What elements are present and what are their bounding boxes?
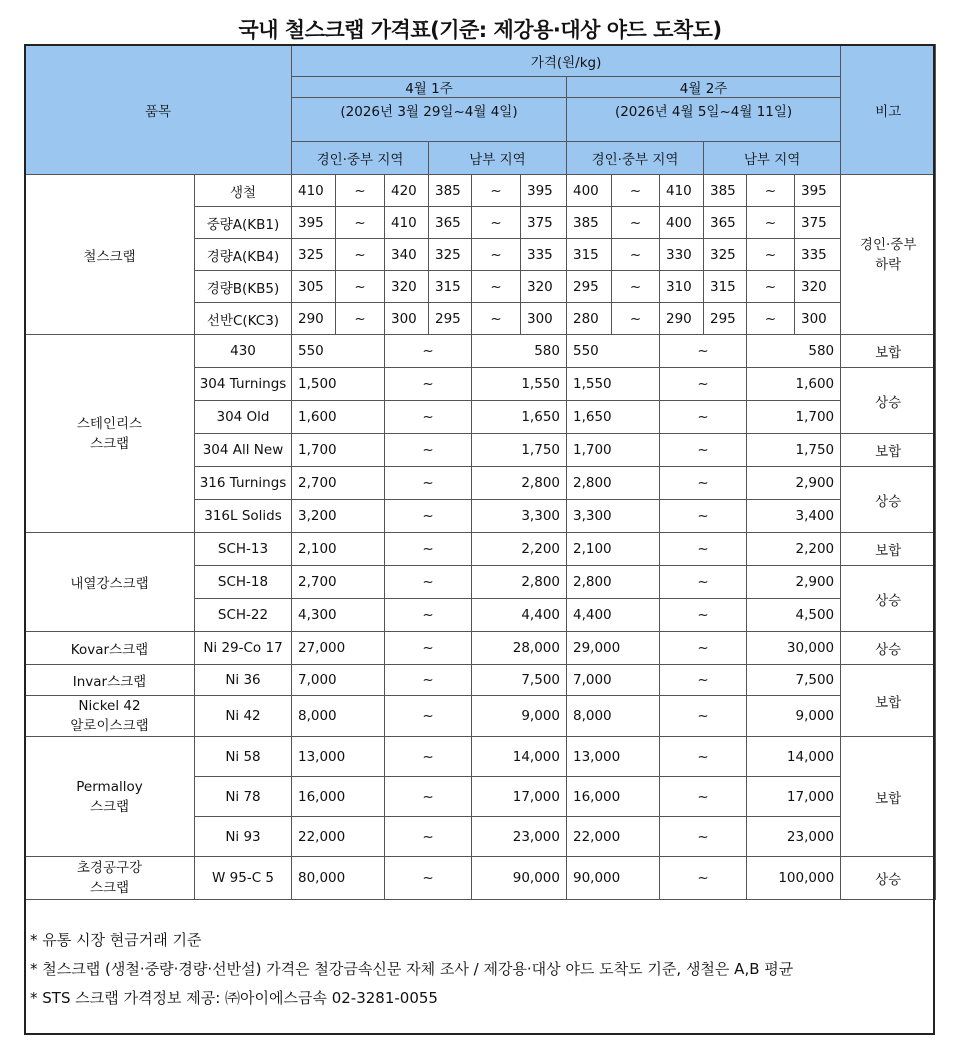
note-cell: 보합 [841,665,936,737]
price-max: 580 [472,335,567,368]
header-region-a-week1: 경인·중부 지역 [292,142,429,175]
price-max: 300 [521,303,567,335]
tilde-cell: ~ [660,533,747,566]
grade-cell: 생철 [195,175,292,207]
header-week2-range: (2026년 4월 5일~4월 11일) [567,98,841,142]
tilde-cell: ~ [660,737,747,777]
price-max: 395 [795,175,841,207]
category-cell: Permalloy 스크랩 [25,737,195,857]
grade-cell: 316L Solids [195,500,292,533]
price-max: 310 [660,271,704,303]
tilde-cell: ~ [660,401,747,434]
price-min: 8,000 [567,696,660,737]
price-max: 14,000 [472,737,567,777]
price-min: 13,000 [567,737,660,777]
price-max: 580 [747,335,841,368]
price-max: 320 [521,271,567,303]
tilde-cell: ~ [660,500,747,533]
price-min: 365 [704,207,747,239]
grade-cell: SCH-18 [195,566,292,599]
tilde-cell: ~ [747,271,795,303]
price-min: 8,000 [292,696,385,737]
price-min: 385 [567,207,612,239]
price-max: 290 [660,303,704,335]
tilde-cell: ~ [336,303,385,335]
tilde-cell: ~ [336,239,385,271]
price-min: 2,800 [567,566,660,599]
grade-cell: SCH-13 [195,533,292,566]
price-min: 16,000 [292,777,385,817]
price-max: 300 [795,303,841,335]
price-min: 3,300 [567,500,660,533]
price-min: 315 [567,239,612,271]
price-max: 9,000 [747,696,841,737]
tilde-cell: ~ [660,817,747,857]
price-min: 325 [704,239,747,271]
price-max: 1,550 [472,368,567,401]
price-min: 90,000 [567,857,660,900]
category-cell: 초경공구강 스크랩 [25,857,195,900]
price-max: 1,750 [472,434,567,467]
tilde-cell: ~ [472,175,521,207]
grade-cell: 선반C(KC3) [195,303,292,335]
category-cell: Kovar스크랩 [25,632,195,665]
header-note: 비고 [841,45,936,175]
grade-cell: Ni 58 [195,737,292,777]
note-cell: 상승 [841,632,936,665]
price-max: 395 [521,175,567,207]
note-cell: 보합 [841,335,936,368]
category-cell: 내열강스크랩 [25,533,195,632]
price-min: 7,000 [567,665,660,696]
grade-cell: Ni 93 [195,817,292,857]
price-max: 320 [385,271,429,303]
grade-cell: 304 Old [195,401,292,434]
price-min: 1,600 [292,401,385,434]
tilde-cell: ~ [336,175,385,207]
grade-cell: 304 All New [195,434,292,467]
footnote-2: * 철스크랩 (생철·중량·경량·선반설) 가격은 철강금속신문 자체 조사 / 제강용·대상 야드 도착도 기준, 생철은 A,B 평균 [30,960,794,978]
tilde-cell: ~ [472,303,521,335]
price-min: 400 [567,175,612,207]
price-min: 315 [429,271,472,303]
price-min: 7,000 [292,665,385,696]
price-max: 320 [795,271,841,303]
page-title: 국내 철스크랩 가격표(기준: 제강용·대상 야드 도착도) [238,18,722,42]
tilde-cell: ~ [472,239,521,271]
price-min: 290 [292,303,336,335]
price-min: 550 [567,335,660,368]
price-min: 395 [292,207,336,239]
tilde-cell: ~ [385,665,472,696]
header-week1-label: 4월 1주 [292,77,567,98]
price-max: 2,200 [747,533,841,566]
tilde-cell: ~ [612,303,660,335]
grade-cell: SCH-22 [195,599,292,632]
tilde-cell: ~ [660,467,747,500]
tilde-cell: ~ [660,566,747,599]
price-min: 2,800 [567,467,660,500]
header-item: 품목 [25,45,292,175]
footnotes [30,926,793,1013]
price-max: 2,200 [472,533,567,566]
price-min: 13,000 [292,737,385,777]
header-price: 가격(원/kg) [292,45,841,77]
price-max: 1,700 [747,401,841,434]
price-max: 3,400 [747,500,841,533]
price-min: 2,100 [292,533,385,566]
price-min: 1,500 [292,368,385,401]
price-max: 410 [660,175,704,207]
tilde-cell: ~ [747,239,795,271]
category-cell: 스테인리스 스크랩 [25,335,195,533]
price-min: 385 [704,175,747,207]
price-max: 335 [795,239,841,271]
price-max: 400 [660,207,704,239]
tilde-cell: ~ [660,368,747,401]
price-min: 29,000 [567,632,660,665]
price-max: 23,000 [472,817,567,857]
header-region-a-week2: 경인·중부 지역 [567,142,704,175]
price-max: 375 [521,207,567,239]
price-min: 1,550 [567,368,660,401]
tilde-cell: ~ [385,632,472,665]
price-min: 1,700 [567,434,660,467]
tilde-cell: ~ [385,817,472,857]
grade-cell: Ni 78 [195,777,292,817]
tilde-cell: ~ [385,777,472,817]
header-week1-range: (2026년 3월 29일~4월 4일) [292,98,567,142]
note-cell: 보합 [841,533,936,566]
price-max: 340 [385,239,429,271]
grade-cell: Ni 29-Co 17 [195,632,292,665]
footnote-3: * STS 스크랩 가격정보 제공: ㈜아이에스금속 02-3281-0055 [30,989,438,1007]
price-min: 315 [704,271,747,303]
footnote-1: * 유통 시장 현금거래 기준 [30,931,202,949]
header-region-b-week1: 남부 지역 [429,142,567,175]
note-cell: 상승 [841,467,936,533]
price-max: 17,000 [747,777,841,817]
price-min: 385 [429,175,472,207]
tilde-cell: ~ [660,632,747,665]
price-min: 365 [429,207,472,239]
price-max: 17,000 [472,777,567,817]
price-max: 420 [385,175,429,207]
price-max: 14,000 [747,737,841,777]
grade-cell: Ni 36 [195,665,292,696]
tilde-cell: ~ [385,737,472,777]
tilde-cell: ~ [660,777,747,817]
price-max: 30,000 [747,632,841,665]
tilde-cell: ~ [385,500,472,533]
price-max: 23,000 [747,817,841,857]
price-min: 325 [429,239,472,271]
category-cell: Invar스크랩 [25,665,195,696]
price-max: 1,750 [747,434,841,467]
price-min: 1,650 [567,401,660,434]
tilde-cell: ~ [660,599,747,632]
tilde-cell: ~ [472,207,521,239]
price-min: 295 [704,303,747,335]
price-max: 4,400 [472,599,567,632]
price-min: 80,000 [292,857,385,900]
grade-cell: 경량A(KB4) [195,239,292,271]
note-cell: 상승 [841,857,936,900]
price-max: 2,900 [747,566,841,599]
tilde-cell: ~ [660,665,747,696]
tilde-cell: ~ [336,207,385,239]
price-max: 375 [795,207,841,239]
category-cell: Nickel 42 알로이스크랩 [25,696,195,737]
price-min: 295 [429,303,472,335]
price-max: 335 [521,239,567,271]
price-max: 2,800 [472,467,567,500]
tilde-cell: ~ [385,434,472,467]
tilde-cell: ~ [660,434,747,467]
price-max: 100,000 [747,857,841,900]
tilde-cell: ~ [385,599,472,632]
note-cell: 보합 [841,434,936,467]
tilde-cell: ~ [472,271,521,303]
category-cell: 철스크랩 [25,175,195,335]
tilde-cell: ~ [612,207,660,239]
price-max: 2,900 [747,467,841,500]
tilde-cell: ~ [612,239,660,271]
price-max: 4,500 [747,599,841,632]
tilde-cell: ~ [747,207,795,239]
price-max: 1,650 [472,401,567,434]
price-min: 410 [292,175,336,207]
header-week2-label: 4월 2주 [567,77,841,98]
note-cell: 경인·중부 하락 [841,175,936,335]
price-max: 330 [660,239,704,271]
table-frame [24,44,935,1035]
tilde-cell: ~ [385,368,472,401]
header-region-b-week2: 남부 지역 [704,142,841,175]
price-max: 410 [385,207,429,239]
tilde-cell: ~ [747,303,795,335]
tilde-cell: ~ [660,335,747,368]
price-max: 2,800 [472,566,567,599]
price-min: 2,700 [292,467,385,500]
note-cell: 상승 [841,566,936,632]
tilde-cell: ~ [385,696,472,737]
price-min: 22,000 [292,817,385,857]
price-max: 3,300 [472,500,567,533]
tilde-cell: ~ [385,533,472,566]
price-min: 280 [567,303,612,335]
note-cell: 상승 [841,368,936,434]
tilde-cell: ~ [385,401,472,434]
tilde-cell: ~ [385,467,472,500]
price-min: 295 [567,271,612,303]
tilde-cell: ~ [385,566,472,599]
price-max: 7,500 [747,665,841,696]
tilde-cell: ~ [385,857,472,900]
price-max: 1,600 [747,368,841,401]
price-min: 3,200 [292,500,385,533]
price-max: 90,000 [472,857,567,900]
grade-cell: 316 Turnings [195,467,292,500]
price-max: 7,500 [472,665,567,696]
grade-cell: W 95-C 5 [195,857,292,900]
price-min: 2,100 [567,533,660,566]
grade-cell: Ni 42 [195,696,292,737]
tilde-cell: ~ [385,335,472,368]
note-cell: 보합 [841,737,936,857]
tilde-cell: ~ [336,271,385,303]
tilde-cell: ~ [660,857,747,900]
price-min: 2,700 [292,566,385,599]
grade-cell: 430 [195,335,292,368]
price-min: 4,400 [567,599,660,632]
grade-cell: 중량A(KB1) [195,207,292,239]
price-min: 27,000 [292,632,385,665]
tilde-cell: ~ [747,175,795,207]
tilde-cell: ~ [660,696,747,737]
price-min: 550 [292,335,385,368]
price-max: 9,000 [472,696,567,737]
price-min: 1,700 [292,434,385,467]
price-min: 4,300 [292,599,385,632]
tilde-cell: ~ [612,175,660,207]
price-max: 28,000 [472,632,567,665]
grade-cell: 304 Turnings [195,368,292,401]
price-min: 16,000 [567,777,660,817]
price-min: 22,000 [567,817,660,857]
tilde-cell: ~ [612,271,660,303]
price-max: 300 [385,303,429,335]
grade-cell: 경량B(KB5) [195,271,292,303]
price-min: 325 [292,239,336,271]
price-min: 305 [292,271,336,303]
